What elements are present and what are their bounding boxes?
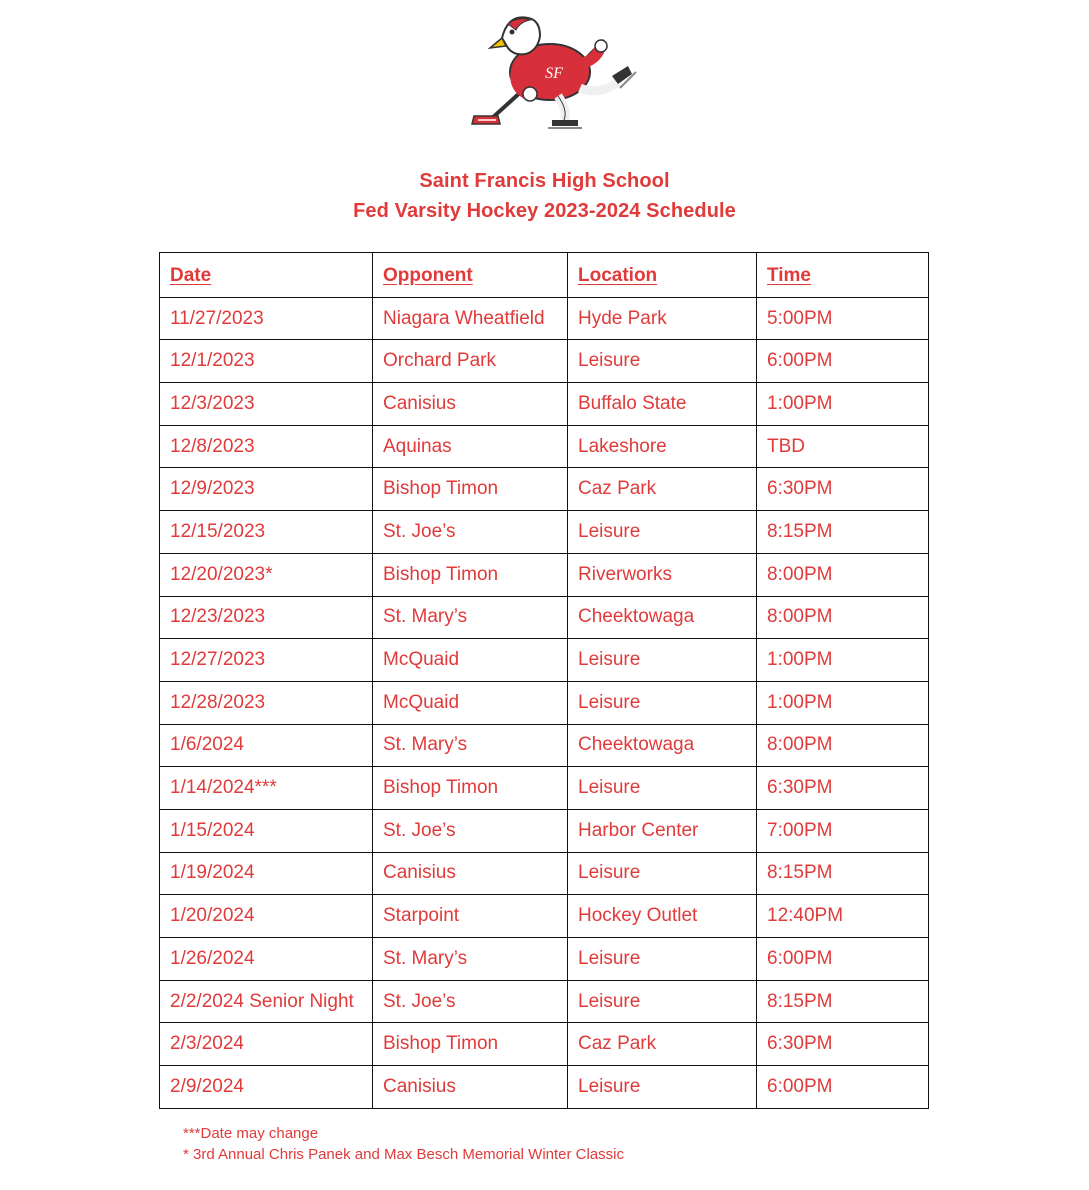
- cell-location: Cheektowaga: [568, 596, 757, 639]
- table-row: [160, 468, 929, 511]
- table-row: [160, 767, 929, 810]
- cell-location: Cheektowaga: [568, 724, 757, 767]
- cell-time: 8:15PM: [757, 980, 929, 1023]
- cell-opponent: St. Joe’s: [373, 980, 568, 1023]
- table-row: [160, 1023, 929, 1066]
- cell-date: 12/8/2023: [160, 425, 373, 468]
- cell-opponent: Orchard Park: [373, 340, 568, 383]
- cell-location: Lakeshore: [568, 425, 757, 468]
- logo-monogram: SF: [545, 65, 563, 82]
- cell-opponent: St. Mary’s: [373, 596, 568, 639]
- cell-time: 7:00PM: [757, 809, 929, 852]
- table-header-row: [160, 253, 929, 298]
- cell-location: Leisure: [568, 1066, 757, 1109]
- cell-date: 12/20/2023*: [160, 553, 373, 596]
- table-row: [160, 596, 929, 639]
- cell-time: 1:00PM: [757, 639, 929, 682]
- cell-time: 1:00PM: [757, 383, 929, 426]
- cell-date: 2/2/2024 Senior Night: [160, 980, 373, 1023]
- cell-opponent: McQuaid: [373, 639, 568, 682]
- mascot-logo: [468, 8, 638, 130]
- cell-opponent: St. Joe’s: [373, 809, 568, 852]
- footnote-winter-classic: * 3rd Annual Chris Panek and Max Besch Memorial Winter Classic: [183, 1146, 625, 1163]
- footnotes: [183, 1123, 624, 1165]
- cell-date: 1/19/2024: [160, 852, 373, 895]
- cell-time: 8:00PM: [757, 553, 929, 596]
- cell-time: TBD: [757, 425, 929, 468]
- cell-location: Harbor Center: [568, 809, 757, 852]
- column-header-location: Location: [568, 253, 757, 298]
- column-header-time: Time: [757, 253, 929, 298]
- cell-time: 5:00PM: [757, 297, 929, 340]
- cell-opponent: Starpoint: [373, 895, 568, 938]
- cell-time: 6:00PM: [757, 340, 929, 383]
- table-row: [160, 980, 929, 1023]
- cell-time: 12:40PM: [757, 895, 929, 938]
- cell-opponent: Niagara Wheatfield: [373, 297, 568, 340]
- cell-location: Leisure: [568, 980, 757, 1023]
- cell-date: 1/6/2024: [160, 724, 373, 767]
- schedule-table: [159, 252, 929, 1109]
- cell-opponent: St. Mary’s: [373, 938, 568, 981]
- cell-date: 12/3/2023: [160, 383, 373, 426]
- cell-location: Leisure: [568, 767, 757, 810]
- table-row: [160, 297, 929, 340]
- table-row: [160, 724, 929, 767]
- column-header-date: Date: [160, 253, 373, 298]
- cell-time: 6:30PM: [757, 767, 929, 810]
- cell-date: 1/26/2024: [160, 938, 373, 981]
- cell-time: 6:30PM: [757, 1023, 929, 1066]
- cell-date: 11/27/2023: [160, 297, 373, 340]
- cell-time: 8:15PM: [757, 511, 929, 554]
- cell-date: 2/3/2024: [160, 1023, 373, 1066]
- cell-date: 12/15/2023: [160, 511, 373, 554]
- cell-location: Leisure: [568, 340, 757, 383]
- cell-location: Leisure: [568, 938, 757, 981]
- table-row: [160, 639, 929, 682]
- table-row: [160, 425, 929, 468]
- footnote-date-may-change: ***Date may change: [183, 1125, 319, 1142]
- cell-opponent: Bishop Timon: [373, 1023, 568, 1066]
- cell-time: 6:00PM: [757, 1066, 929, 1109]
- table-row: [160, 1066, 929, 1109]
- cell-opponent: Canisius: [373, 852, 568, 895]
- column-header-opponent: Opponent: [373, 253, 568, 298]
- cell-date: 12/28/2023: [160, 681, 373, 724]
- cell-date: 12/23/2023: [160, 596, 373, 639]
- cell-location: Leisure: [568, 681, 757, 724]
- table-row: [160, 938, 929, 981]
- table-row: [160, 852, 929, 895]
- table-row: [160, 383, 929, 426]
- cell-opponent: Bishop Timon: [373, 767, 568, 810]
- cell-time: 8:15PM: [757, 852, 929, 895]
- table-row: [160, 681, 929, 724]
- cell-date: 1/14/2024***: [160, 767, 373, 810]
- cell-opponent: St. Joe’s: [373, 511, 568, 554]
- table-row: [160, 553, 929, 596]
- table-row: [160, 895, 929, 938]
- cell-location: Caz Park: [568, 468, 757, 511]
- cell-opponent: St. Mary’s: [373, 724, 568, 767]
- cell-date: 1/15/2024: [160, 809, 373, 852]
- cell-time: 1:00PM: [757, 681, 929, 724]
- cell-time: 6:00PM: [757, 938, 929, 981]
- cell-location: Caz Park: [568, 1023, 757, 1066]
- cell-time: 6:30PM: [757, 468, 929, 511]
- cell-location: Leisure: [568, 852, 757, 895]
- table-row: [160, 511, 929, 554]
- cell-date: 12/27/2023: [160, 639, 373, 682]
- cell-time: 8:00PM: [757, 596, 929, 639]
- cell-opponent: Canisius: [373, 383, 568, 426]
- cell-opponent: McQuaid: [373, 681, 568, 724]
- cell-location: Buffalo State: [568, 383, 757, 426]
- cell-opponent: Bishop Timon: [373, 468, 568, 511]
- table-row: [160, 340, 929, 383]
- cell-location: Leisure: [568, 511, 757, 554]
- school-name: Saint Francis High School: [419, 170, 670, 192]
- cell-location: Leisure: [568, 639, 757, 682]
- schedule-title: Fed Varsity Hockey 2023-2024 Schedule: [353, 200, 736, 222]
- table-row: [160, 809, 929, 852]
- cell-opponent: Aquinas: [373, 425, 568, 468]
- cell-opponent: Bishop Timon: [373, 553, 568, 596]
- cell-location: Hockey Outlet: [568, 895, 757, 938]
- cell-opponent: Canisius: [373, 1066, 568, 1109]
- cell-time: 8:00PM: [757, 724, 929, 767]
- cell-date: 12/1/2023: [160, 340, 373, 383]
- cell-location: Hyde Park: [568, 297, 757, 340]
- cell-location: Riverworks: [568, 553, 757, 596]
- cell-date: 12/9/2023: [160, 468, 373, 511]
- cell-date: 1/20/2024: [160, 895, 373, 938]
- cell-date: 2/9/2024: [160, 1066, 373, 1109]
